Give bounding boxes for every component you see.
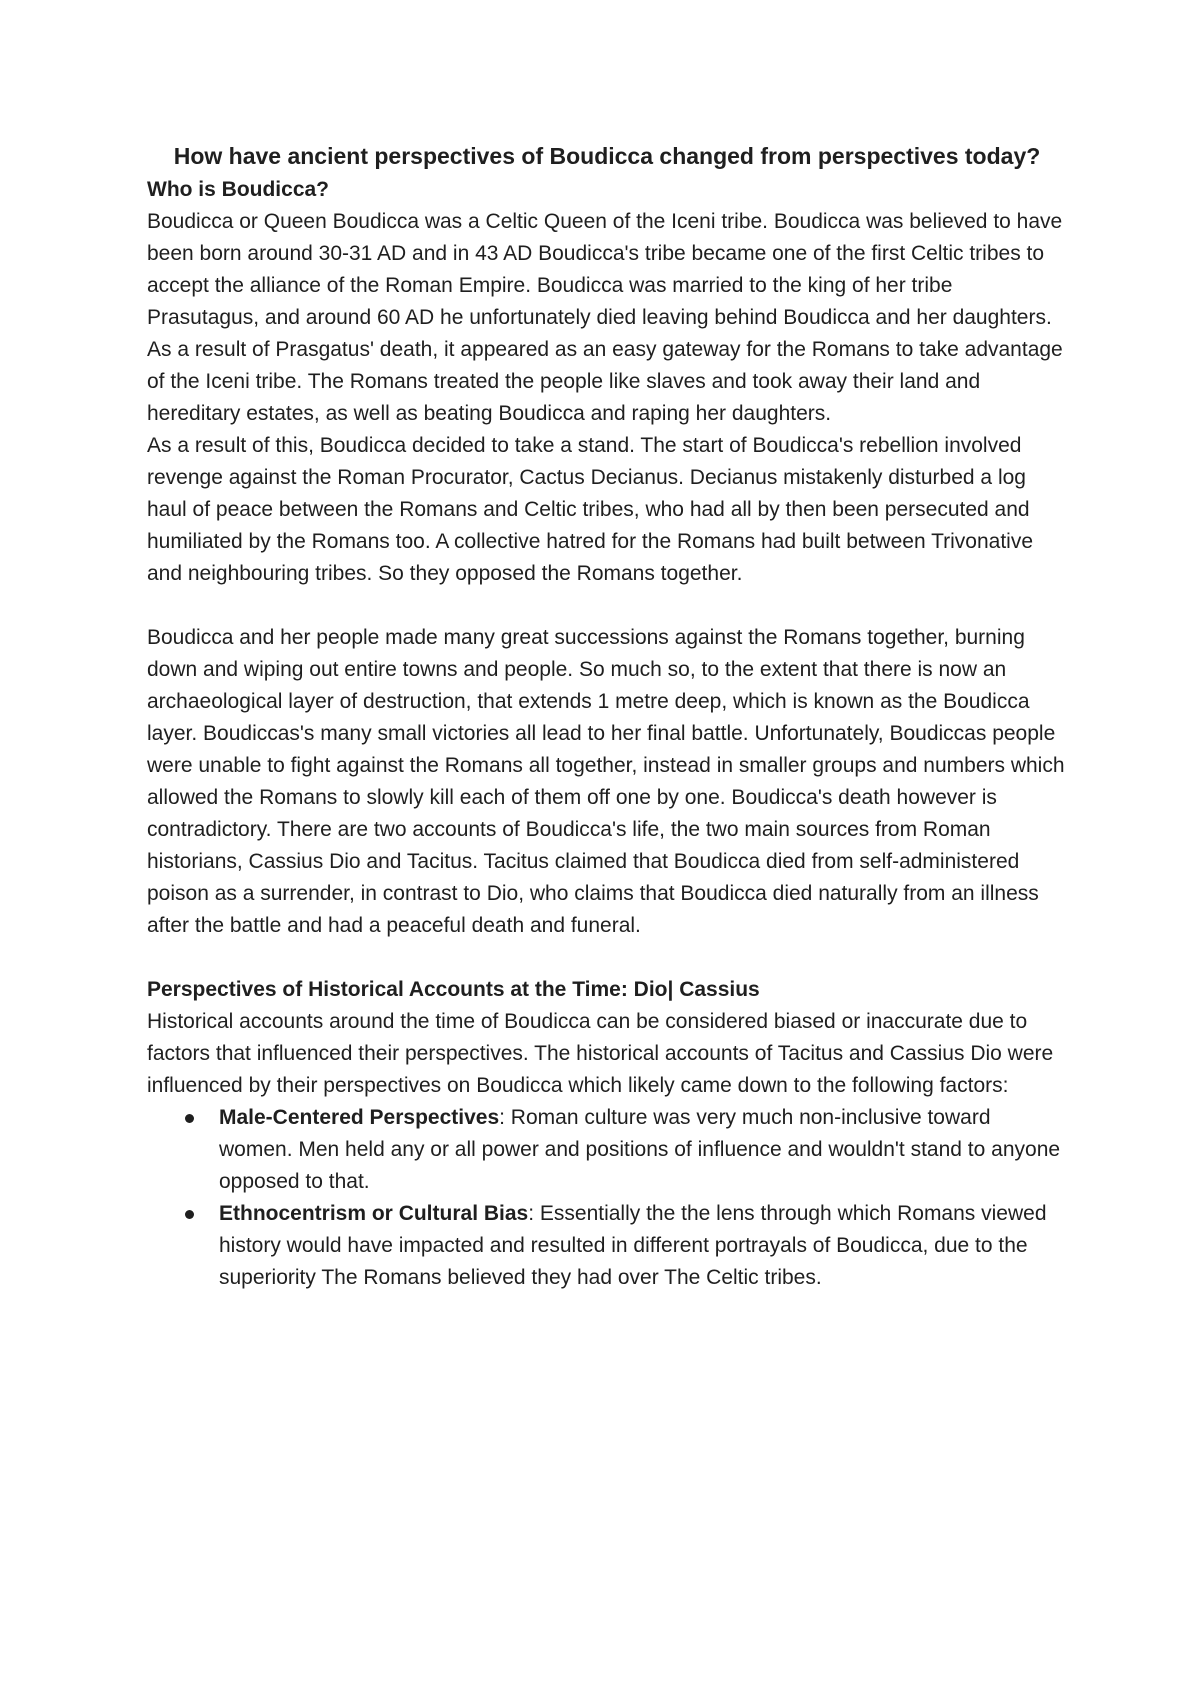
factors-list xyxy=(147,1102,1067,1294)
perspectives-paragraph: Historical accounts around the time of Boudicca can be considered biased or inaccurate due to factors that influenced their perspectives. The historical accounts of Tacitus and Cassius Dio were influenced by their perspectives on Boudicca which likely came down to the following factors: xyxy=(147,1010,1054,1097)
section-heading-who-is-boudicca: Who is Boudicca? xyxy=(147,178,330,201)
section-heading-perspectives: Perspectives of Historical Accounts at the Time: Dio| Cassius xyxy=(147,978,760,1001)
bullet-text: : Roman culture was very much non-inclusive toward women. Men held any or all power and positions of influence and wouldn't stand to anyone opposed to that. xyxy=(219,1106,1061,1193)
bullet-term: Male-Centered Perspectives xyxy=(219,1106,500,1129)
paragraph-spacer xyxy=(147,590,1067,622)
document-page xyxy=(147,140,1067,1294)
bullet-icon xyxy=(185,1210,194,1219)
bullet-text: : Essentially the the lens through which Romans viewed history would have impacted and resulted in different portrayals of Boudicca, due to the superiority The Romans believed they had over The Celtic tribes. xyxy=(219,1202,1047,1289)
document-title: How have ancient perspectives of Boudicca changed from perspectives today? xyxy=(173,143,1041,169)
paragraph-spacer xyxy=(147,942,1067,974)
intro-paragraph: Boudicca or Queen Boudicca was a Celtic Queen of the Iceni tribe. Boudicca was believed to have been born around 30-31 AD and in 43 AD Boudicca's tribe became one of the first Celtic tribes to accept the alliance of the Roman Empire. Boudicca was married to the king of her tribe Prasutagus, and around 60 AD he unfortunately died leaving behind Boudicca and her daughters. As a result of Prasgatus' death, it appeared as an easy gateway for the Romans to take advantage of the Iceni tribe. The Romans treated the people like slaves and took away their land and hereditary estates, as well as beating Boudicca and raping her daughters. xyxy=(147,210,1063,425)
bullet-icon xyxy=(185,1114,194,1123)
rebellion-paragraph: As a result of this, Boudicca decided to take a stand. The start of Boudicca's rebellion involved revenge against the Roman Procurator, Cactus Decianus. Decianus mistakenly disturbed a log haul of peace between the Romans and Celtic tribes, who had all by then been persecuted and humiliated by the Romans too. A collective hatred for the Romans had built between Trivonative and neighbouring tribes. So they opposed the Romans together. xyxy=(147,434,1033,585)
final-battle-paragraph: Boudicca and her people made many great successions against the Romans together, burning down and wiping out entire towns and people. So much so, to the extent that there is now an archaeological layer of destruction, that extends 1 metre deep, which is known as the Boudicca layer. Boudiccas's many small victories all lead to her final battle. Unfortunately, Boudiccas people were unable to fight against the Romans all together, instead in smaller groups and numbers which allowed the Romans to slowly kill each of them off one by one. Boudicca's death however is contradictory. There are two accounts of Boudicca's life, the two main sources from Roman historians, Cassius Dio and Tacitus. Tacitus claimed that Boudicca died from self-administered poison as a surrender, in contrast to Dio, who claims that Boudicca died naturally from an illness after the battle and had a peaceful death and funeral. xyxy=(147,626,1065,937)
bullet-term: Ethnocentrism or Cultural Bias xyxy=(219,1202,529,1225)
list-item xyxy=(219,1198,1067,1294)
list-item xyxy=(219,1102,1067,1198)
